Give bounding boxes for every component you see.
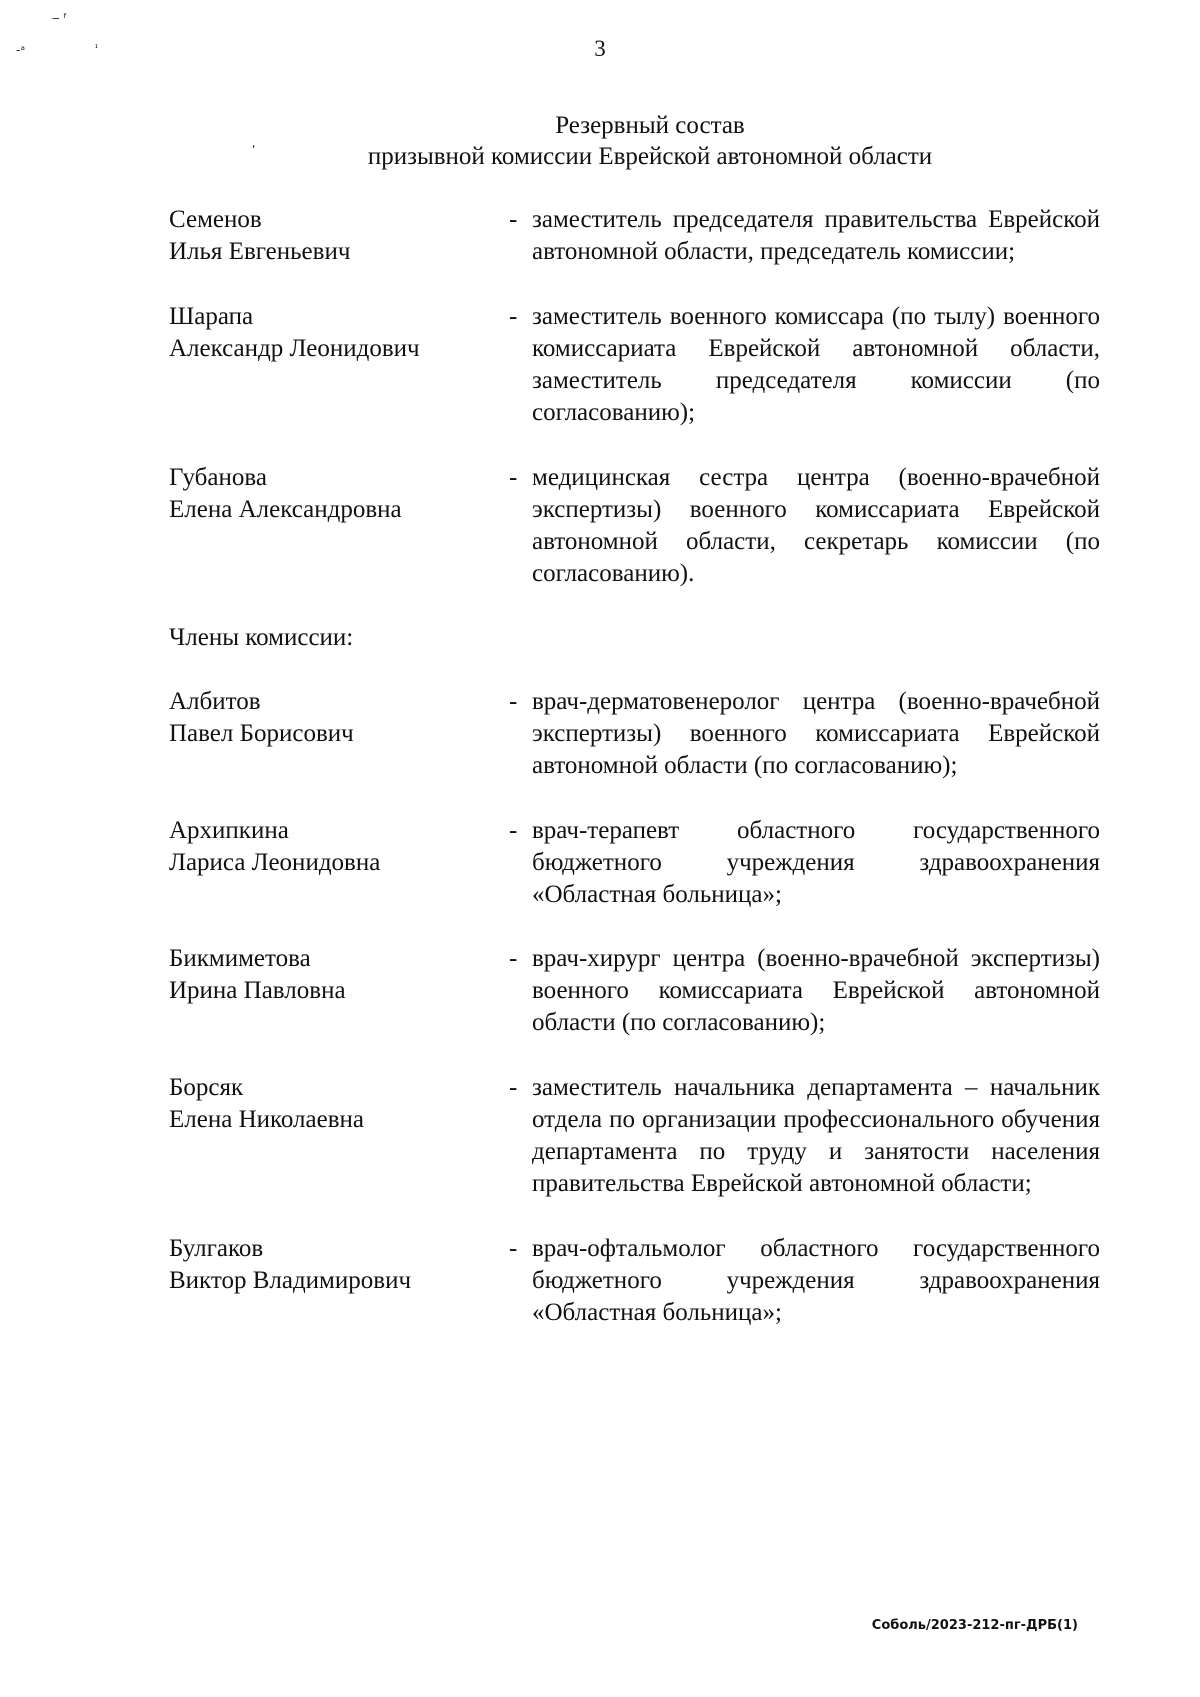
document-code: Соболь/2023-212-пг-ДРБ(1) xyxy=(871,1618,1078,1633)
person-role: заместитель начальника департамента – начальник отдела по организации профессионального обучения департамента по труду и занятости населения правительства Еврейской автономной области; xyxy=(532,1074,1100,1197)
scan-mark: ᶦ xyxy=(95,41,99,55)
person-entry xyxy=(169,1233,1104,1329)
person-surname: Шарапа xyxy=(169,303,254,330)
person-surname: Архипкина xyxy=(169,817,289,844)
person-given-names: Елена Николаевна xyxy=(169,1106,364,1133)
dash: - xyxy=(509,464,518,491)
dash: - xyxy=(509,945,518,972)
person-entry xyxy=(169,462,1104,590)
dash: - xyxy=(509,688,518,715)
dash: - xyxy=(509,817,518,844)
person-role: врач-терапевт областного государственного бюджетного учреждения здравоохранения «Областная больница»; xyxy=(532,817,1100,908)
dash: - xyxy=(509,206,518,233)
person-role: заместитель военного комиссара (по тылу) военного комиссариата Еврейской автономной области, заместитель председателя комиссии (по согласованию); xyxy=(532,303,1100,426)
dash: - xyxy=(509,1074,518,1101)
person-given-names: Виктор Владимирович xyxy=(169,1267,412,1294)
person-entry xyxy=(169,204,1104,268)
person-role: медицинская сестра центра (военно-врачебной экспертизы) военного комиссариата Еврейской автономной области, секретарь комиссии (по согласованию). xyxy=(532,464,1100,587)
person-given-names: Елена Александровна xyxy=(169,496,402,523)
person-given-names: Павел Борисович xyxy=(169,720,354,747)
person-name xyxy=(169,815,509,911)
commission-list xyxy=(169,204,1104,1329)
person-entry xyxy=(169,686,1104,782)
members-label: Члены комиссии: xyxy=(169,624,354,651)
person-surname: Бикмиметова xyxy=(169,945,311,972)
person-given-names: Илья Евгеньевич xyxy=(169,238,351,265)
person-surname: Губанова xyxy=(169,464,267,491)
person-entry xyxy=(169,815,1104,911)
scan-mark: ‒ ᶠ xyxy=(52,11,68,25)
person-role: врач-хирург центра (военно-врачебной экспертизы) военного комиссариата Еврейской автономной области (по согласованию); xyxy=(532,945,1100,1036)
person-name xyxy=(169,204,509,268)
person-given-names: Лариса Леонидовна xyxy=(169,849,381,876)
person-name xyxy=(169,1233,509,1329)
document-title xyxy=(0,110,1200,172)
person-name xyxy=(169,943,509,1039)
person-surname: Борсяк xyxy=(169,1074,244,1101)
person-given-names: Александр Леонидович xyxy=(169,335,420,362)
person-name xyxy=(169,686,509,782)
person-entry xyxy=(169,943,1104,1039)
person-entry xyxy=(169,1072,1104,1200)
person-surname: Семенов xyxy=(169,206,262,233)
person-entry xyxy=(169,301,1104,429)
person-name xyxy=(169,301,509,429)
person-role: заместитель председателя правительства Еврейской автономной области, председатель комиссии; xyxy=(532,206,1100,265)
title-line-1: Резервный состав xyxy=(555,112,745,139)
dash: - xyxy=(509,303,518,330)
scan-mark: ʹ xyxy=(252,144,256,158)
person-surname: Албитов xyxy=(169,688,261,715)
page-number: 3 xyxy=(594,36,606,61)
person-name xyxy=(169,1072,509,1200)
person-role: врач-офтальмолог областного государственного бюджетного учреждения здравоохранения «Областная больница»; xyxy=(532,1235,1100,1326)
person-surname: Булгаков xyxy=(169,1235,264,1262)
dash: - xyxy=(509,1235,518,1262)
scan-mark: ‑ᵃ xyxy=(16,43,26,57)
person-given-names: Ирина Павловна xyxy=(169,977,346,1004)
person-name xyxy=(169,462,509,590)
title-line-2: призывной комиссии Еврейской автономной области xyxy=(367,143,933,170)
person-role: врач-дерматовенеролог центра (военно-врачебной экспертизы) военного комиссариата Еврейской автономной области (по согласованию); xyxy=(532,688,1100,779)
